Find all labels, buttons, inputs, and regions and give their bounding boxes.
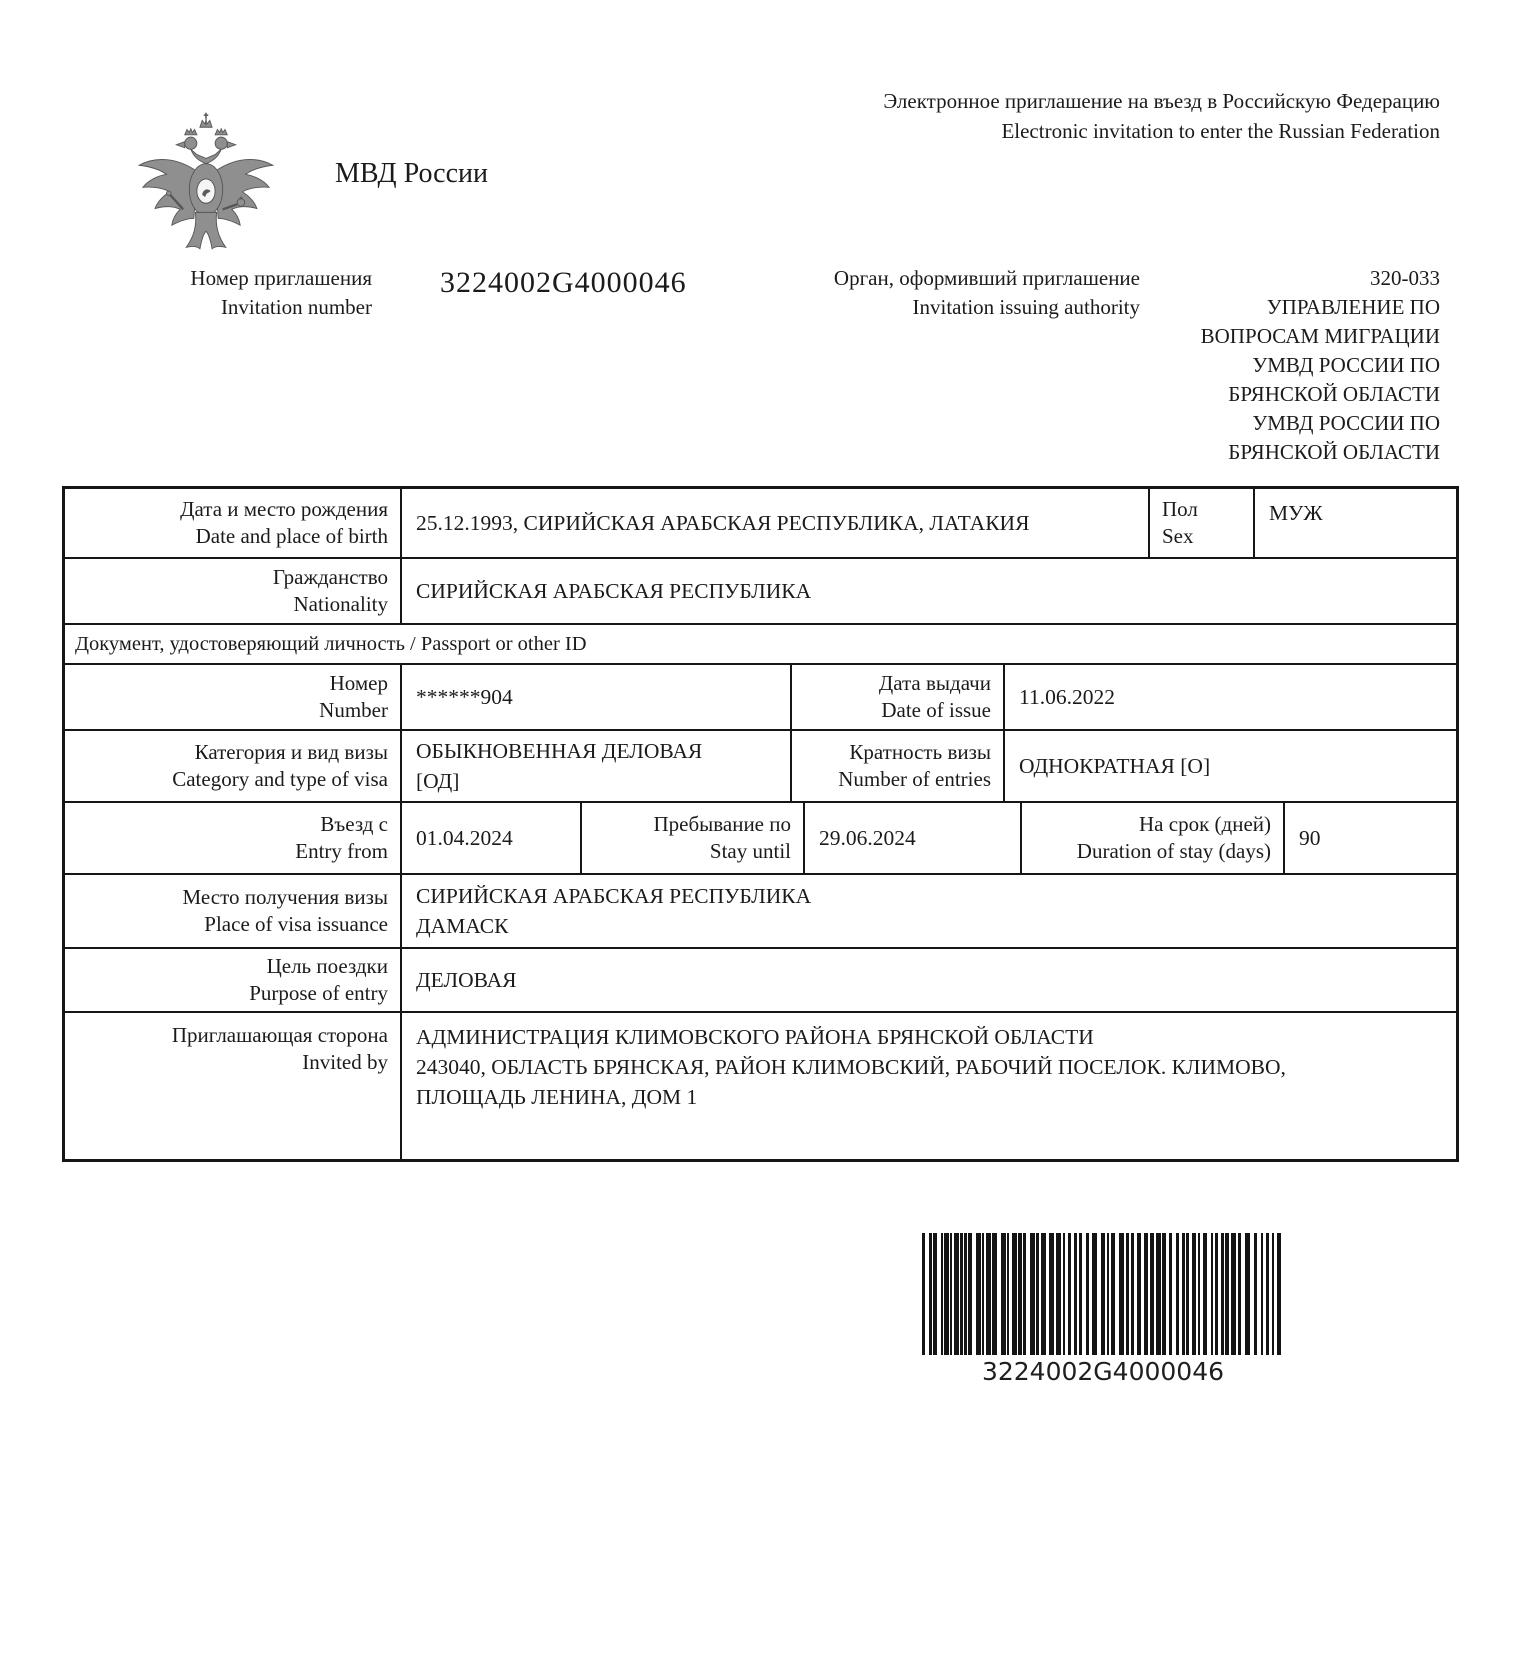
table-row-entry-stay xyxy=(65,803,1456,875)
sex-label xyxy=(1148,489,1253,557)
visa-place-label-ru: Место получения визы xyxy=(182,885,388,909)
entries-label xyxy=(790,731,1003,801)
purpose-value xyxy=(400,949,1456,1011)
entry-from-label xyxy=(65,803,400,873)
visa-category-label xyxy=(65,731,400,801)
issue-date-label-en: Date of issue xyxy=(881,698,991,722)
invited-by-value-text: АДМИНИСТРАЦИЯ КЛИМОВСКОГО РАЙОНА БРЯНСКОЙ ОБЛАСТИ 243040, ОБЛАСТЬ БРЯНСКАЯ, РАЙОН КЛИМОВСКИЙ, РАБОЧИЙ ПОСЕЛОК. КЛИМОВО, ПЛОЩАДЬ ЛЕНИНА, ДОМ 1 xyxy=(416,1025,1286,1109)
invited-by-label-ru: Приглашающая сторона xyxy=(171,1023,388,1047)
entry-from-value-text: 01.04.2024 xyxy=(416,826,513,850)
issue-date-value-text: 11.06.2022 xyxy=(1019,685,1115,709)
visa-place-label xyxy=(65,875,400,947)
invitation-number-label xyxy=(100,264,372,322)
entry-from-label-en: Entry from xyxy=(295,839,388,863)
table-row-visa-category xyxy=(65,731,1456,803)
duration-label xyxy=(1020,803,1283,873)
details-table xyxy=(62,486,1459,1162)
birth-value-text: 25.12.1993, СИРИЙСКАЯ АРАБСКАЯ РЕСПУБЛИКА, ЛАТАКИЯ xyxy=(416,511,1030,535)
stay-until-label xyxy=(580,803,803,873)
visa-category-label-en: Category and type of visa xyxy=(172,767,388,791)
stay-until-value-text: 29.06.2024 xyxy=(819,826,916,850)
entries-label-en: Number of entries xyxy=(838,767,991,791)
duration-label-en: Duration of stay (days) xyxy=(1076,839,1271,863)
doc-number-label-en: Number xyxy=(319,698,388,722)
issuing-authority-label-en: Invitation issuing authority xyxy=(912,295,1140,319)
purpose-label-en: Purpose of entry xyxy=(249,981,388,1005)
mvd-double-headed-eagle-icon xyxy=(130,104,282,266)
entry-from-label-ru: Въезд с xyxy=(320,812,388,836)
issue-date-value xyxy=(1003,665,1456,729)
visa-place-value xyxy=(400,875,1456,947)
nationality-label-ru: Гражданство xyxy=(272,565,388,589)
birth-label-en: Date and place of birth xyxy=(195,524,388,548)
table-row-visa-place xyxy=(65,875,1456,949)
purpose-label xyxy=(65,949,400,1011)
sex-label-en: Sex xyxy=(1162,524,1194,548)
doc-number-label-ru: Номер xyxy=(329,671,388,695)
visa-category-value-text: ОБЫКНОВЕННАЯ ДЕЛОВАЯ [ОД] xyxy=(416,739,703,793)
doc-number-value-text: ******904 xyxy=(416,685,513,709)
document-title-ru: Электронное приглашение на въезд в Российскую Федерацию xyxy=(883,89,1440,113)
barcode-bars-icon xyxy=(922,1233,1284,1355)
issue-date-label xyxy=(790,665,1003,729)
visa-category-value xyxy=(400,731,790,801)
document-section-title xyxy=(65,625,1456,663)
stay-until-label-ru: Пребывание по xyxy=(653,812,791,836)
duration-label-ru: На срок (дней) xyxy=(1139,812,1271,836)
doc-number-label xyxy=(65,665,400,729)
invitation-number-label-en: Invitation number xyxy=(220,295,372,319)
birth-value xyxy=(400,489,1148,557)
issuing-authority-label xyxy=(768,264,1140,322)
table-row-purpose xyxy=(65,949,1456,1013)
nationality-value xyxy=(400,559,1456,623)
stay-until-label-en: Stay until xyxy=(709,839,791,863)
table-row-document-section xyxy=(65,625,1456,665)
document-section-title-text: Документ, удостоверяющий личность / Passport or other ID xyxy=(75,632,587,655)
barcode-value: 3224002G4000046 xyxy=(981,1357,1225,1386)
invited-by-value xyxy=(400,1013,1456,1159)
purpose-value-text: ДЕЛОВАЯ xyxy=(416,968,517,992)
entry-from-value xyxy=(400,803,580,873)
doc-number-value xyxy=(400,665,790,729)
entries-value-text: ОДНОКРАТНАЯ [О] xyxy=(1019,754,1211,778)
purpose-label-ru: Цель поездки xyxy=(266,954,388,978)
document-title-en: Electronic invitation to enter the Russian Federation xyxy=(1001,119,1440,143)
nationality-label-en: Nationality xyxy=(293,592,388,616)
barcode xyxy=(922,1233,1284,1386)
invited-by-label-en: Invited by xyxy=(302,1050,388,1074)
table-row-doc-number xyxy=(65,665,1456,731)
duration-value xyxy=(1283,803,1456,873)
sex-value-text: МУЖ xyxy=(1269,501,1323,525)
nationality-value-text: СИРИЙСКАЯ АРАБСКАЯ РЕСПУБЛИКА xyxy=(416,579,812,603)
visa-category-label-ru: Категория и вид визы xyxy=(194,740,388,764)
org-name: МВД России xyxy=(335,158,489,189)
table-row-nationality xyxy=(65,559,1456,625)
sex-value xyxy=(1253,489,1456,557)
birth-label-ru: Дата и место рождения xyxy=(180,497,388,521)
table-row-invited-by xyxy=(65,1013,1456,1159)
invitation-number-label-ru: Номер приглашения xyxy=(190,266,372,290)
stay-until-value xyxy=(803,803,1020,873)
table-row-birth-sex xyxy=(65,489,1456,559)
invited-by-label xyxy=(65,1013,400,1159)
issue-date-label-ru: Дата выдачи xyxy=(878,671,991,695)
invitation-number-value: 3224002G4000046 xyxy=(440,266,687,299)
entries-value xyxy=(1003,731,1456,801)
duration-value-text: 90 xyxy=(1299,826,1321,850)
issuing-authority-label-ru: Орган, оформивший приглашение xyxy=(833,266,1140,290)
document-title xyxy=(883,86,1440,146)
visa-place-label-en: Place of visa issuance xyxy=(204,912,388,936)
birth-label xyxy=(65,489,400,557)
issuing-authority-value: 320-033 УПРАВЛЕНИЕ ПО ВОПРОСАМ МИГРАЦИИ УМВД РОССИИ ПО БРЯНСКОЙ ОБЛАСТИ УМВД РОССИИ ПО БРЯНСКОЙ ОБЛАСТИ xyxy=(1200,266,1440,464)
nationality-label xyxy=(65,559,400,623)
visa-place-value-text: СИРИЙСКАЯ АРАБСКАЯ РЕСПУБЛИКА ДАМАСК xyxy=(416,884,812,938)
entries-label-ru: Кратность визы xyxy=(849,740,991,764)
sex-label-ru: Пол xyxy=(1162,497,1198,521)
